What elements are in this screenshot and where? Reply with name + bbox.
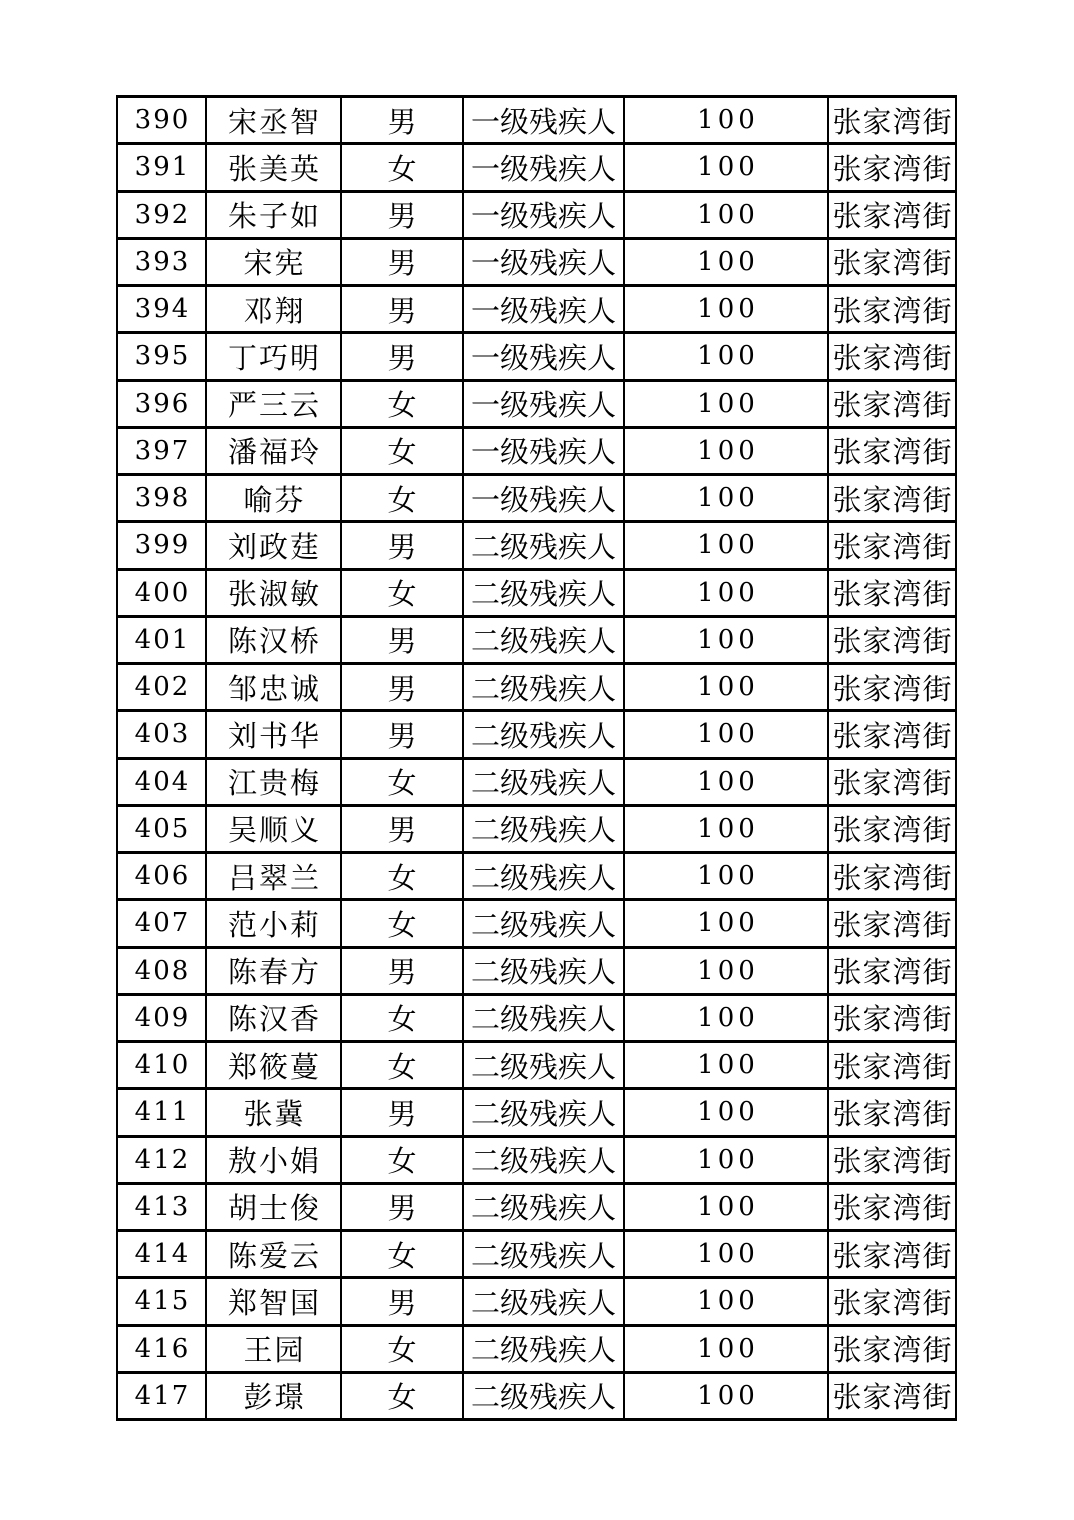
- street-cell: 张家湾街: [828, 427, 956, 474]
- gender-cell: 男: [341, 97, 463, 144]
- category-cell: 二级残疾人: [463, 994, 624, 1041]
- serial-cell: 401: [117, 616, 206, 663]
- category-cell: 二级残疾人: [463, 758, 624, 805]
- street-cell: 张家湾街: [828, 522, 956, 569]
- serial-cell: 415: [117, 1278, 206, 1325]
- name-cell: 陈春方: [206, 947, 341, 994]
- street-cell: 张家湾街: [828, 333, 956, 380]
- name-cell: 丁巧明: [206, 333, 341, 380]
- amount-cell: 100: [624, 1231, 828, 1278]
- category-cell: 一级残疾人: [463, 380, 624, 427]
- table-row: [117, 1136, 956, 1183]
- name-cell: 邓翔: [206, 286, 341, 333]
- gender-cell: 男: [341, 1183, 463, 1230]
- street-cell: 张家湾街: [828, 1278, 956, 1325]
- serial-cell: 403: [117, 711, 206, 758]
- amount-cell: 100: [624, 238, 828, 285]
- name-cell: 严三云: [206, 380, 341, 427]
- serial-cell: 407: [117, 900, 206, 947]
- table-row: [117, 97, 956, 144]
- amount-cell: 100: [624, 475, 828, 522]
- name-cell: 郑筱蔓: [206, 1042, 341, 1089]
- table-row: [117, 616, 956, 663]
- gender-cell: 女: [341, 994, 463, 1041]
- table-row: [117, 475, 956, 522]
- table-row: [117, 947, 956, 994]
- table-row: [117, 1183, 956, 1230]
- gender-cell: 女: [341, 900, 463, 947]
- street-cell: 张家湾街: [828, 475, 956, 522]
- amount-cell: 100: [624, 947, 828, 994]
- category-cell: 一级残疾人: [463, 333, 624, 380]
- name-cell: 敖小娟: [206, 1136, 341, 1183]
- street-cell: 张家湾街: [828, 900, 956, 947]
- amount-cell: 100: [624, 191, 828, 238]
- name-cell: 刘政莛: [206, 522, 341, 569]
- gender-cell: 男: [341, 286, 463, 333]
- gender-cell: 男: [341, 522, 463, 569]
- street-cell: 张家湾街: [828, 1183, 956, 1230]
- table-row: [117, 900, 956, 947]
- table-row: [117, 994, 956, 1041]
- street-cell: 张家湾街: [828, 711, 956, 758]
- category-cell: 一级残疾人: [463, 475, 624, 522]
- serial-cell: 409: [117, 994, 206, 1041]
- street-cell: 张家湾街: [828, 1089, 956, 1136]
- category-cell: 二级残疾人: [463, 616, 624, 663]
- category-cell: 二级残疾人: [463, 1372, 624, 1419]
- table-row: [117, 1372, 956, 1419]
- amount-cell: 100: [624, 758, 828, 805]
- table-row: [117, 1325, 956, 1372]
- street-cell: 张家湾街: [828, 1231, 956, 1278]
- serial-cell: 402: [117, 664, 206, 711]
- category-cell: 二级残疾人: [463, 569, 624, 616]
- gender-cell: 女: [341, 569, 463, 616]
- serial-cell: 394: [117, 286, 206, 333]
- gender-cell: 女: [341, 1325, 463, 1372]
- category-cell: 二级残疾人: [463, 805, 624, 852]
- amount-cell: 100: [624, 286, 828, 333]
- gender-cell: 男: [341, 1089, 463, 1136]
- table-row: [117, 238, 956, 285]
- table-row: [117, 664, 956, 711]
- table-row: [117, 1042, 956, 1089]
- name-cell: 郑智国: [206, 1278, 341, 1325]
- amount-cell: 100: [624, 616, 828, 663]
- gender-cell: 男: [341, 805, 463, 852]
- serial-cell: 405: [117, 805, 206, 852]
- gender-cell: 男: [341, 238, 463, 285]
- serial-cell: 396: [117, 380, 206, 427]
- street-cell: 张家湾街: [828, 286, 956, 333]
- street-cell: 张家湾街: [828, 1136, 956, 1183]
- gender-cell: 男: [341, 616, 463, 663]
- category-cell: 二级残疾人: [463, 711, 624, 758]
- amount-cell: 100: [624, 427, 828, 474]
- name-cell: 宋丞智: [206, 97, 341, 144]
- category-cell: 二级残疾人: [463, 947, 624, 994]
- street-cell: 张家湾街: [828, 97, 956, 144]
- name-cell: 彭璟: [206, 1372, 341, 1419]
- gender-cell: 女: [341, 475, 463, 522]
- gender-cell: 女: [341, 380, 463, 427]
- serial-cell: 391: [117, 144, 206, 191]
- category-cell: 二级残疾人: [463, 1183, 624, 1230]
- serial-cell: 398: [117, 475, 206, 522]
- serial-cell: 390: [117, 97, 206, 144]
- name-cell: 吕翠兰: [206, 853, 341, 900]
- street-cell: 张家湾街: [828, 1325, 956, 1372]
- gender-cell: 男: [341, 711, 463, 758]
- table-row: [117, 1089, 956, 1136]
- name-cell: 张冀: [206, 1089, 341, 1136]
- amount-cell: 100: [624, 1278, 828, 1325]
- serial-cell: 414: [117, 1231, 206, 1278]
- category-cell: 二级残疾人: [463, 1136, 624, 1183]
- amount-cell: 100: [624, 380, 828, 427]
- serial-cell: 416: [117, 1325, 206, 1372]
- table-row: [117, 1278, 956, 1325]
- category-cell: 二级残疾人: [463, 1089, 624, 1136]
- name-cell: 江贵梅: [206, 758, 341, 805]
- category-cell: 一级残疾人: [463, 97, 624, 144]
- amount-cell: 100: [624, 1136, 828, 1183]
- amount-cell: 100: [624, 1042, 828, 1089]
- serial-cell: 400: [117, 569, 206, 616]
- table-row: [117, 569, 956, 616]
- serial-cell: 399: [117, 522, 206, 569]
- street-cell: 张家湾街: [828, 994, 956, 1041]
- street-cell: 张家湾街: [828, 144, 956, 191]
- table-row: [117, 758, 956, 805]
- gender-cell: 女: [341, 144, 463, 191]
- amount-cell: 100: [624, 900, 828, 947]
- street-cell: 张家湾街: [828, 616, 956, 663]
- street-cell: 张家湾街: [828, 238, 956, 285]
- gender-cell: 女: [341, 1136, 463, 1183]
- amount-cell: 100: [624, 569, 828, 616]
- amount-cell: 100: [624, 805, 828, 852]
- amount-cell: 100: [624, 664, 828, 711]
- name-cell: 陈爱云: [206, 1231, 341, 1278]
- amount-cell: 100: [624, 994, 828, 1041]
- serial-cell: 412: [117, 1136, 206, 1183]
- subsidy-table: [116, 95, 957, 1421]
- table-row: [117, 711, 956, 758]
- name-cell: 陈汉桥: [206, 616, 341, 663]
- table-row: [117, 333, 956, 380]
- category-cell: 一级残疾人: [463, 144, 624, 191]
- serial-cell: 413: [117, 1183, 206, 1230]
- street-cell: 张家湾街: [828, 853, 956, 900]
- gender-cell: 女: [341, 853, 463, 900]
- gender-cell: 男: [341, 947, 463, 994]
- serial-cell: 395: [117, 333, 206, 380]
- name-cell: 朱子如: [206, 191, 341, 238]
- serial-cell: 404: [117, 758, 206, 805]
- amount-cell: 100: [624, 144, 828, 191]
- name-cell: 潘福玲: [206, 427, 341, 474]
- table-body: [117, 97, 956, 1420]
- table-row: [117, 144, 956, 191]
- gender-cell: 女: [341, 758, 463, 805]
- name-cell: 范小莉: [206, 900, 341, 947]
- category-cell: 一级残疾人: [463, 238, 624, 285]
- gender-cell: 女: [341, 1372, 463, 1419]
- street-cell: 张家湾街: [828, 947, 956, 994]
- category-cell: 一级残疾人: [463, 191, 624, 238]
- table-row: [117, 286, 956, 333]
- serial-cell: 393: [117, 238, 206, 285]
- gender-cell: 女: [341, 1231, 463, 1278]
- name-cell: 吴顺义: [206, 805, 341, 852]
- name-cell: 王园: [206, 1325, 341, 1372]
- street-cell: 张家湾街: [828, 664, 956, 711]
- serial-cell: 417: [117, 1372, 206, 1419]
- category-cell: 一级残疾人: [463, 427, 624, 474]
- serial-cell: 408: [117, 947, 206, 994]
- street-cell: 张家湾街: [828, 1372, 956, 1419]
- table-row: [117, 427, 956, 474]
- category-cell: 二级残疾人: [463, 1325, 624, 1372]
- amount-cell: 100: [624, 1372, 828, 1419]
- amount-cell: 100: [624, 97, 828, 144]
- street-cell: 张家湾街: [828, 805, 956, 852]
- amount-cell: 100: [624, 1325, 828, 1372]
- category-cell: 二级残疾人: [463, 900, 624, 947]
- category-cell: 二级残疾人: [463, 522, 624, 569]
- serial-cell: 410: [117, 1042, 206, 1089]
- table-row: [117, 805, 956, 852]
- amount-cell: 100: [624, 333, 828, 380]
- table-row: [117, 191, 956, 238]
- table-row: [117, 1231, 956, 1278]
- street-cell: 张家湾街: [828, 1042, 956, 1089]
- gender-cell: 男: [341, 1278, 463, 1325]
- street-cell: 张家湾街: [828, 758, 956, 805]
- name-cell: 张美英: [206, 144, 341, 191]
- category-cell: 一级残疾人: [463, 286, 624, 333]
- name-cell: 刘书华: [206, 711, 341, 758]
- table-row: [117, 380, 956, 427]
- amount-cell: 100: [624, 1183, 828, 1230]
- amount-cell: 100: [624, 1089, 828, 1136]
- category-cell: 二级残疾人: [463, 1042, 624, 1089]
- category-cell: 二级残疾人: [463, 853, 624, 900]
- name-cell: 陈汉香: [206, 994, 341, 1041]
- street-cell: 张家湾街: [828, 569, 956, 616]
- serial-cell: 397: [117, 427, 206, 474]
- name-cell: 张淑敏: [206, 569, 341, 616]
- category-cell: 二级残疾人: [463, 664, 624, 711]
- amount-cell: 100: [624, 711, 828, 758]
- serial-cell: 411: [117, 1089, 206, 1136]
- name-cell: 宋宪: [206, 238, 341, 285]
- name-cell: 喻芬: [206, 475, 341, 522]
- serial-cell: 392: [117, 191, 206, 238]
- gender-cell: 男: [341, 664, 463, 711]
- gender-cell: 男: [341, 191, 463, 238]
- category-cell: 二级残疾人: [463, 1278, 624, 1325]
- street-cell: 张家湾街: [828, 191, 956, 238]
- category-cell: 二级残疾人: [463, 1231, 624, 1278]
- gender-cell: 女: [341, 1042, 463, 1089]
- name-cell: 胡士俊: [206, 1183, 341, 1230]
- table-row: [117, 853, 956, 900]
- street-cell: 张家湾街: [828, 380, 956, 427]
- gender-cell: 女: [341, 427, 463, 474]
- name-cell: 邹忠诚: [206, 664, 341, 711]
- amount-cell: 100: [624, 853, 828, 900]
- amount-cell: 100: [624, 522, 828, 569]
- gender-cell: 男: [341, 333, 463, 380]
- serial-cell: 406: [117, 853, 206, 900]
- table-row: [117, 522, 956, 569]
